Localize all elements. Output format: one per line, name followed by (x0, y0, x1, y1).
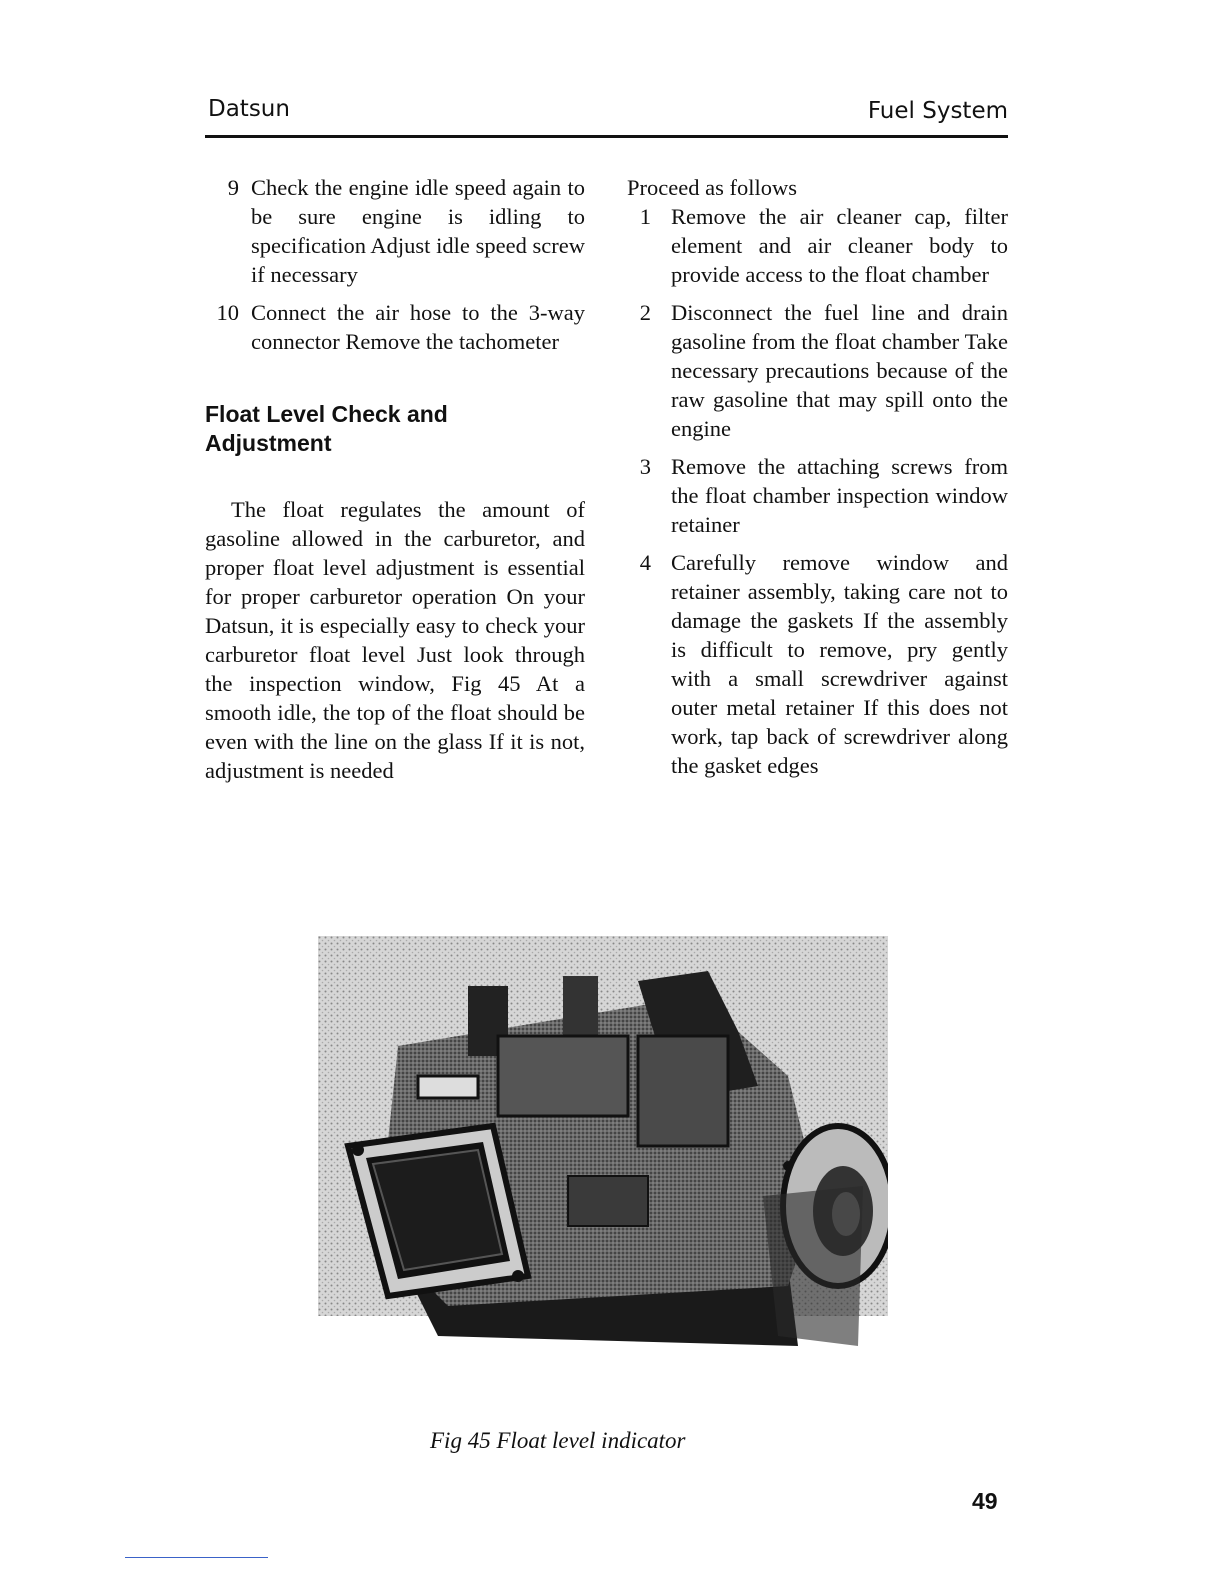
step-number: 10 (216, 300, 239, 325)
header-book-title: Datsun (208, 96, 290, 122)
step-item (627, 548, 1008, 780)
running-header (208, 92, 1008, 134)
step-text: Connect the air hose to the 3-way connector Remove the tachometer (251, 300, 585, 354)
page-number: 49 (972, 1488, 998, 1514)
step-text: Disconnect the fuel line and drain gasoline from the float chamber Take necessary precautions because of the raw gasoline that may spill onto the engine (671, 300, 1008, 441)
section-heading: Float Level Check and Adjustment (205, 401, 448, 456)
carburetor-photo (318, 936, 888, 1366)
step-number: 1 (639, 204, 651, 229)
body-paragraph: The float regulates the amount of gasoline allowed in the carburetor, and proper float level adjustment is essential for proper carburetor operation On your Datsun, it is especially easy to check your carburetor float level Just look through the inspection window, Fig 45 At a smooth idle, the top of the float should be even with the line on the glass If it is not, adjustment is needed (205, 497, 585, 783)
step-item (205, 298, 585, 356)
header-rule (205, 135, 1008, 138)
step-item (627, 298, 1008, 443)
right-column (627, 173, 1008, 789)
figure-caption: Fig 45 Float level indicator (430, 1428, 686, 1453)
header-section-title: Fuel System (867, 98, 1008, 124)
step-number: 4 (639, 550, 651, 575)
step-item (627, 202, 1008, 289)
step-number: 3 (639, 454, 651, 479)
procedure-intro: Proceed as follows (627, 175, 797, 200)
left-column (205, 173, 585, 785)
footer-line (125, 1557, 268, 1558)
step-number: 2 (639, 300, 651, 325)
step-text: Remove the air cleaner cap, filter element and air cleaner body to provide access to the float chamber (671, 204, 1008, 287)
step-text: Carefully remove window and retainer assembly, taking care not to damage the gaskets If the assembly is difficult to remove, pry gently with a small screwdriver against outer metal retainer If this does not work, tap back of screwdriver along the gasket edges (671, 550, 1008, 778)
step-item (627, 452, 1008, 539)
step-number: 9 (227, 175, 239, 200)
step-text: Remove the attaching screws from the float chamber inspection window retainer (671, 454, 1008, 537)
step-text: Check the engine idle speed again to be sure engine is idling to specification Adjust idle speed screw if necessary (251, 175, 585, 287)
step-item (205, 173, 585, 289)
